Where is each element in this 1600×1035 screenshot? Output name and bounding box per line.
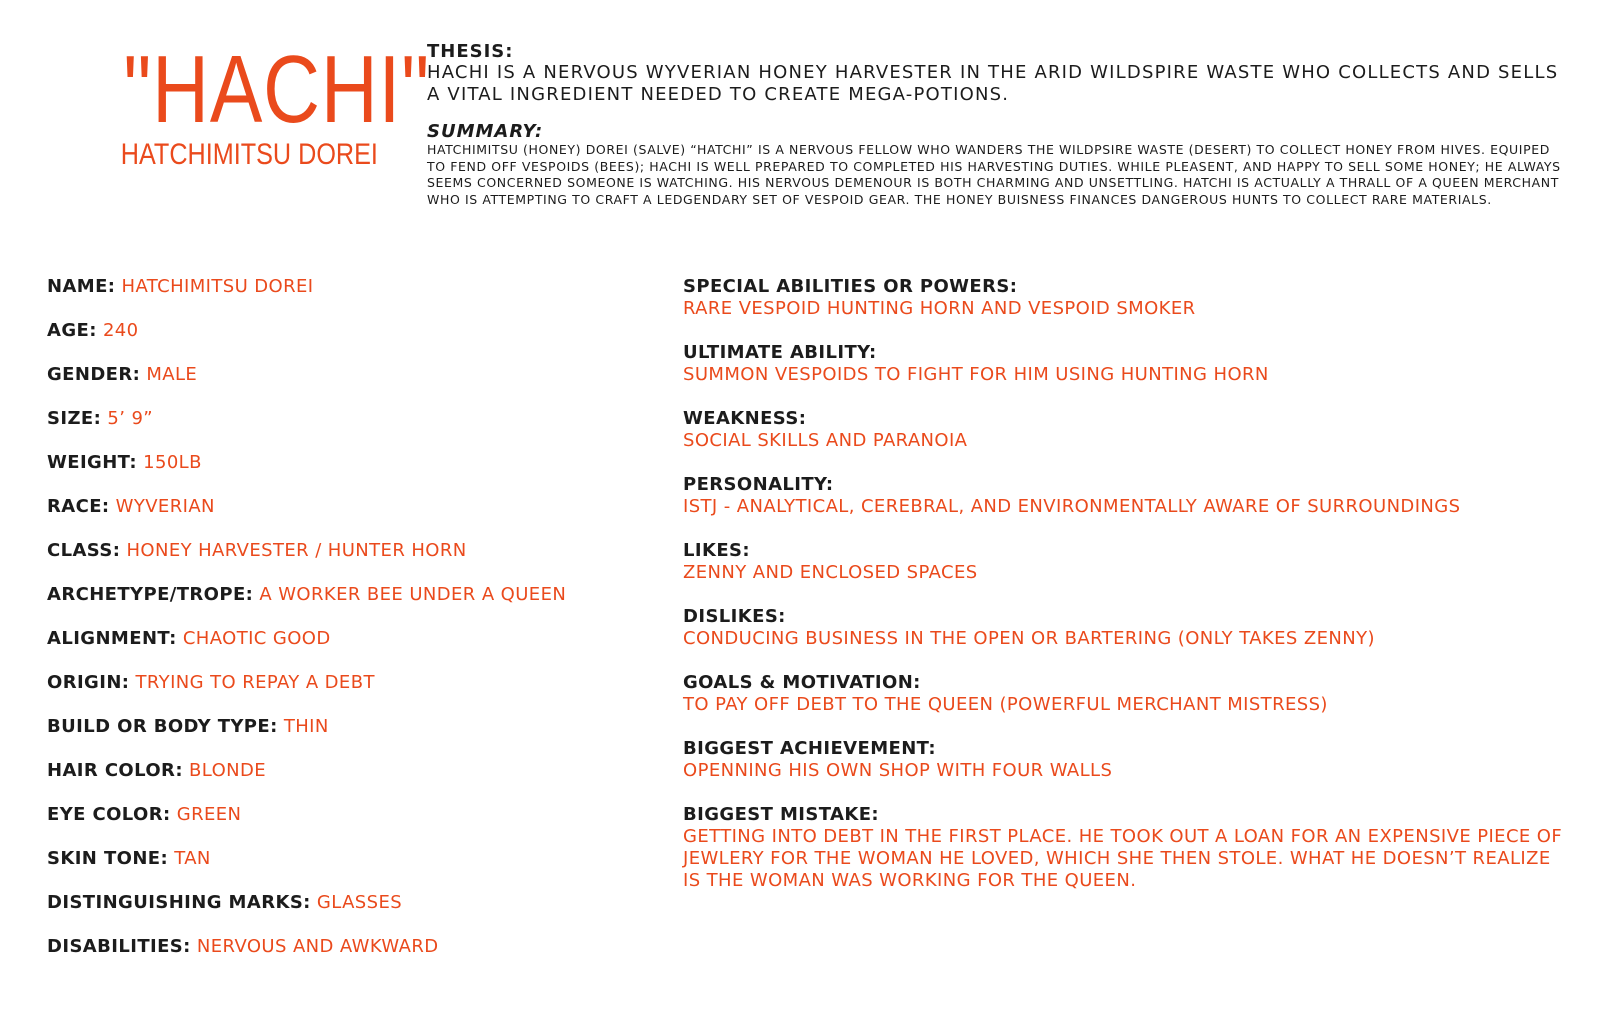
trait-value: ISTJ - ANALYTICAL, CEREBRAL, AND ENVIRONMENTALLY AWARE OF SURROUNDINGS [683, 496, 1461, 517]
trait-biggest-achievement [683, 738, 1563, 804]
trait-likes [683, 540, 1563, 606]
attribute-label: SIZE: [47, 408, 102, 429]
trait-value: SUMMON VESPOIDS TO FIGHT FOR HIM USING HUNTING HORN [683, 364, 1269, 385]
attribute-label: AGE: [47, 320, 97, 341]
trait-ultimate-ability [683, 342, 1563, 408]
attribute-value: CHAOTIC GOOD [182, 628, 331, 649]
attribute-label: DISABILITIES: [47, 936, 191, 957]
trait-value: OPENNING HIS OWN SHOP WITH FOUR WALLS [683, 760, 1113, 781]
trait-value: TO PAY OFF DEBT TO THE QUEEN (POWERFUL MERCHANT MISTRESS) [683, 694, 1328, 715]
attribute-value: THIN [283, 716, 329, 737]
attribute-gender [47, 363, 647, 407]
trait-label: GOALS & MOTIVATION: [683, 672, 921, 693]
trait-weakness [683, 408, 1563, 474]
attribute-value: BLONDE [189, 760, 267, 781]
attribute-value: GREEN [176, 804, 242, 825]
attribute-value: 5’ 9” [107, 408, 154, 429]
attribute-label: WEIGHT: [47, 452, 137, 473]
attribute-label: EYE COLOR: [47, 804, 171, 825]
attribute-weight [47, 451, 647, 495]
trait-goals-motivation [683, 672, 1563, 738]
attribute-alignment [47, 627, 647, 671]
attribute-value: 150LB [143, 452, 202, 473]
trait-label: PERSONALITY: [683, 474, 834, 495]
trait-personality [683, 474, 1563, 540]
trait-value: CONDUCING BUSINESS IN THE OPEN OR BARTERING (ONLY TAKES ZENNY) [683, 628, 1375, 649]
attribute-race [47, 495, 647, 539]
traits-list [683, 276, 1563, 892]
attribute-archetype [47, 583, 647, 627]
summary-text: HATCHIMITSU (HONEY) DOREI (SALVE) “HATCHI” IS A NERVOUS FELLOW WHO WANDERS THE WILDPSIRE WASTE (DESERT) TO COLLECT HONEY FROM HIVES. EQUIPED TO FEND OFF VESPOIDS (BEES); HACHI IS WELL PREPARED TO COMPLETED HIS HARVESTING DUTIES. WHILE PLEASENT, AND HAPPY TO SELL SOME HONEY; HE ALWAYS SEEMS CONCERNED SOMEONE IS WATCHING. HIS NERVOUS DEMENOUR IS BOTH CHARMING AND UNSETTLING. HATCHI IS ACTUALLY A THRALL OF A QUEEN MERCHANT WHO IS ATTEMPTING TO CRAFT A LEDGENDARY SET OF VESPOID GEAR. THE HONEY BUISNESS FINANCES DANGEROUS HUNTS TO COLLECT RARE MATERIALS. [427, 142, 1561, 207]
attribute-value: WYVERIAN [115, 496, 215, 517]
attribute-name [47, 275, 647, 319]
attribute-disabilities [47, 935, 647, 979]
trait-dislikes [683, 606, 1563, 672]
thesis-text: HACHI IS A NERVOUS WYVERIAN HONEY HARVESTER IN THE ARID WILDSPIRE WASTE WHO COLLECTS AND SELLS A VITAL INGREDIENT NEEDED TO CREATE MEGA-POTIONS. [427, 62, 1559, 105]
attribute-age [47, 319, 647, 363]
attribute-label: ARCHETYPE/TROPE: [47, 584, 254, 605]
trait-label: ULTIMATE ABILITY: [683, 342, 877, 363]
trait-label: WEAKNESS: [683, 408, 807, 429]
attribute-label: HAIR COLOR: [47, 760, 183, 781]
attribute-build [47, 715, 647, 759]
attribute-label: ORIGIN: [47, 672, 130, 693]
attribute-label: NAME: [47, 276, 116, 297]
trait-label: BIGGEST ACHIEVEMENT: [683, 738, 936, 759]
trait-value: ZENNY AND ENCLOSED SPACES [683, 562, 978, 583]
trait-value: RARE VESPOID HUNTING HORN AND VESPOID SMOKER [683, 298, 1196, 319]
attribute-eye-color [47, 803, 647, 847]
summary-heading: SUMMARY: [427, 121, 544, 142]
trait-label: LIKES: [683, 540, 750, 561]
trait-biggest-mistake [683, 804, 1563, 892]
attribute-label: GENDER: [47, 364, 141, 385]
attribute-label: DISTINGUISHING MARKS: [47, 892, 311, 913]
trait-label: BIGGEST MISTAKE: [683, 804, 879, 825]
attribute-size [47, 407, 647, 451]
attribute-origin [47, 671, 647, 715]
trait-value: SOCIAL SKILLS AND PARANOIA [683, 430, 968, 451]
character-full-name: HATCHIMITSU DOREI [120, 138, 378, 171]
attribute-label: ALIGNMENT: [47, 628, 177, 649]
attribute-skin-tone [47, 847, 647, 891]
attribute-label: RACE: [47, 496, 110, 517]
attribute-value: 240 [102, 320, 139, 341]
attribute-value: HONEY HARVESTER / HUNTER HORN [126, 540, 467, 561]
thesis-heading: THESIS: [427, 41, 514, 62]
character-nickname: "HACHI" [123, 36, 430, 143]
trait-label: DISLIKES: [683, 606, 786, 627]
attributes-list [47, 275, 647, 979]
attribute-class [47, 539, 647, 583]
attribute-value: TRYING TO REPAY A DEBT [135, 672, 375, 693]
attribute-value: A WORKER BEE UNDER A QUEEN [259, 584, 567, 605]
attribute-value: MALE [146, 364, 198, 385]
trait-value: GETTING INTO DEBT IN THE FIRST PLACE. HE TOOK OUT A LOAN FOR AN EXPENSIVE PIECE OF JEWLERY FOR THE WOMAN HE LOVED, WHICH SHE THEN STOLE. WHAT HE DOESN’T REALIZE IS THE WOMAN WAS WORKING FOR THE QUEEN. [683, 826, 1563, 891]
attribute-value: NERVOUS AND AWKWARD [196, 936, 439, 957]
attribute-value: GLASSES [316, 892, 403, 913]
attribute-value: HATCHIMITSU DOREI [121, 276, 314, 297]
attribute-value: TAN [174, 848, 211, 869]
trait-special-abilities [683, 276, 1563, 342]
attribute-hair-color [47, 759, 647, 803]
attribute-label: BUILD OR BODY TYPE: [47, 716, 278, 737]
attribute-label: CLASS: [47, 540, 121, 561]
attribute-distinguishing-marks [47, 891, 647, 935]
attribute-label: SKIN TONE: [47, 848, 169, 869]
intro-section [427, 42, 1562, 208]
title-block [100, 36, 430, 172]
trait-label: SPECIAL ABILITIES OR POWERS: [683, 276, 1018, 297]
